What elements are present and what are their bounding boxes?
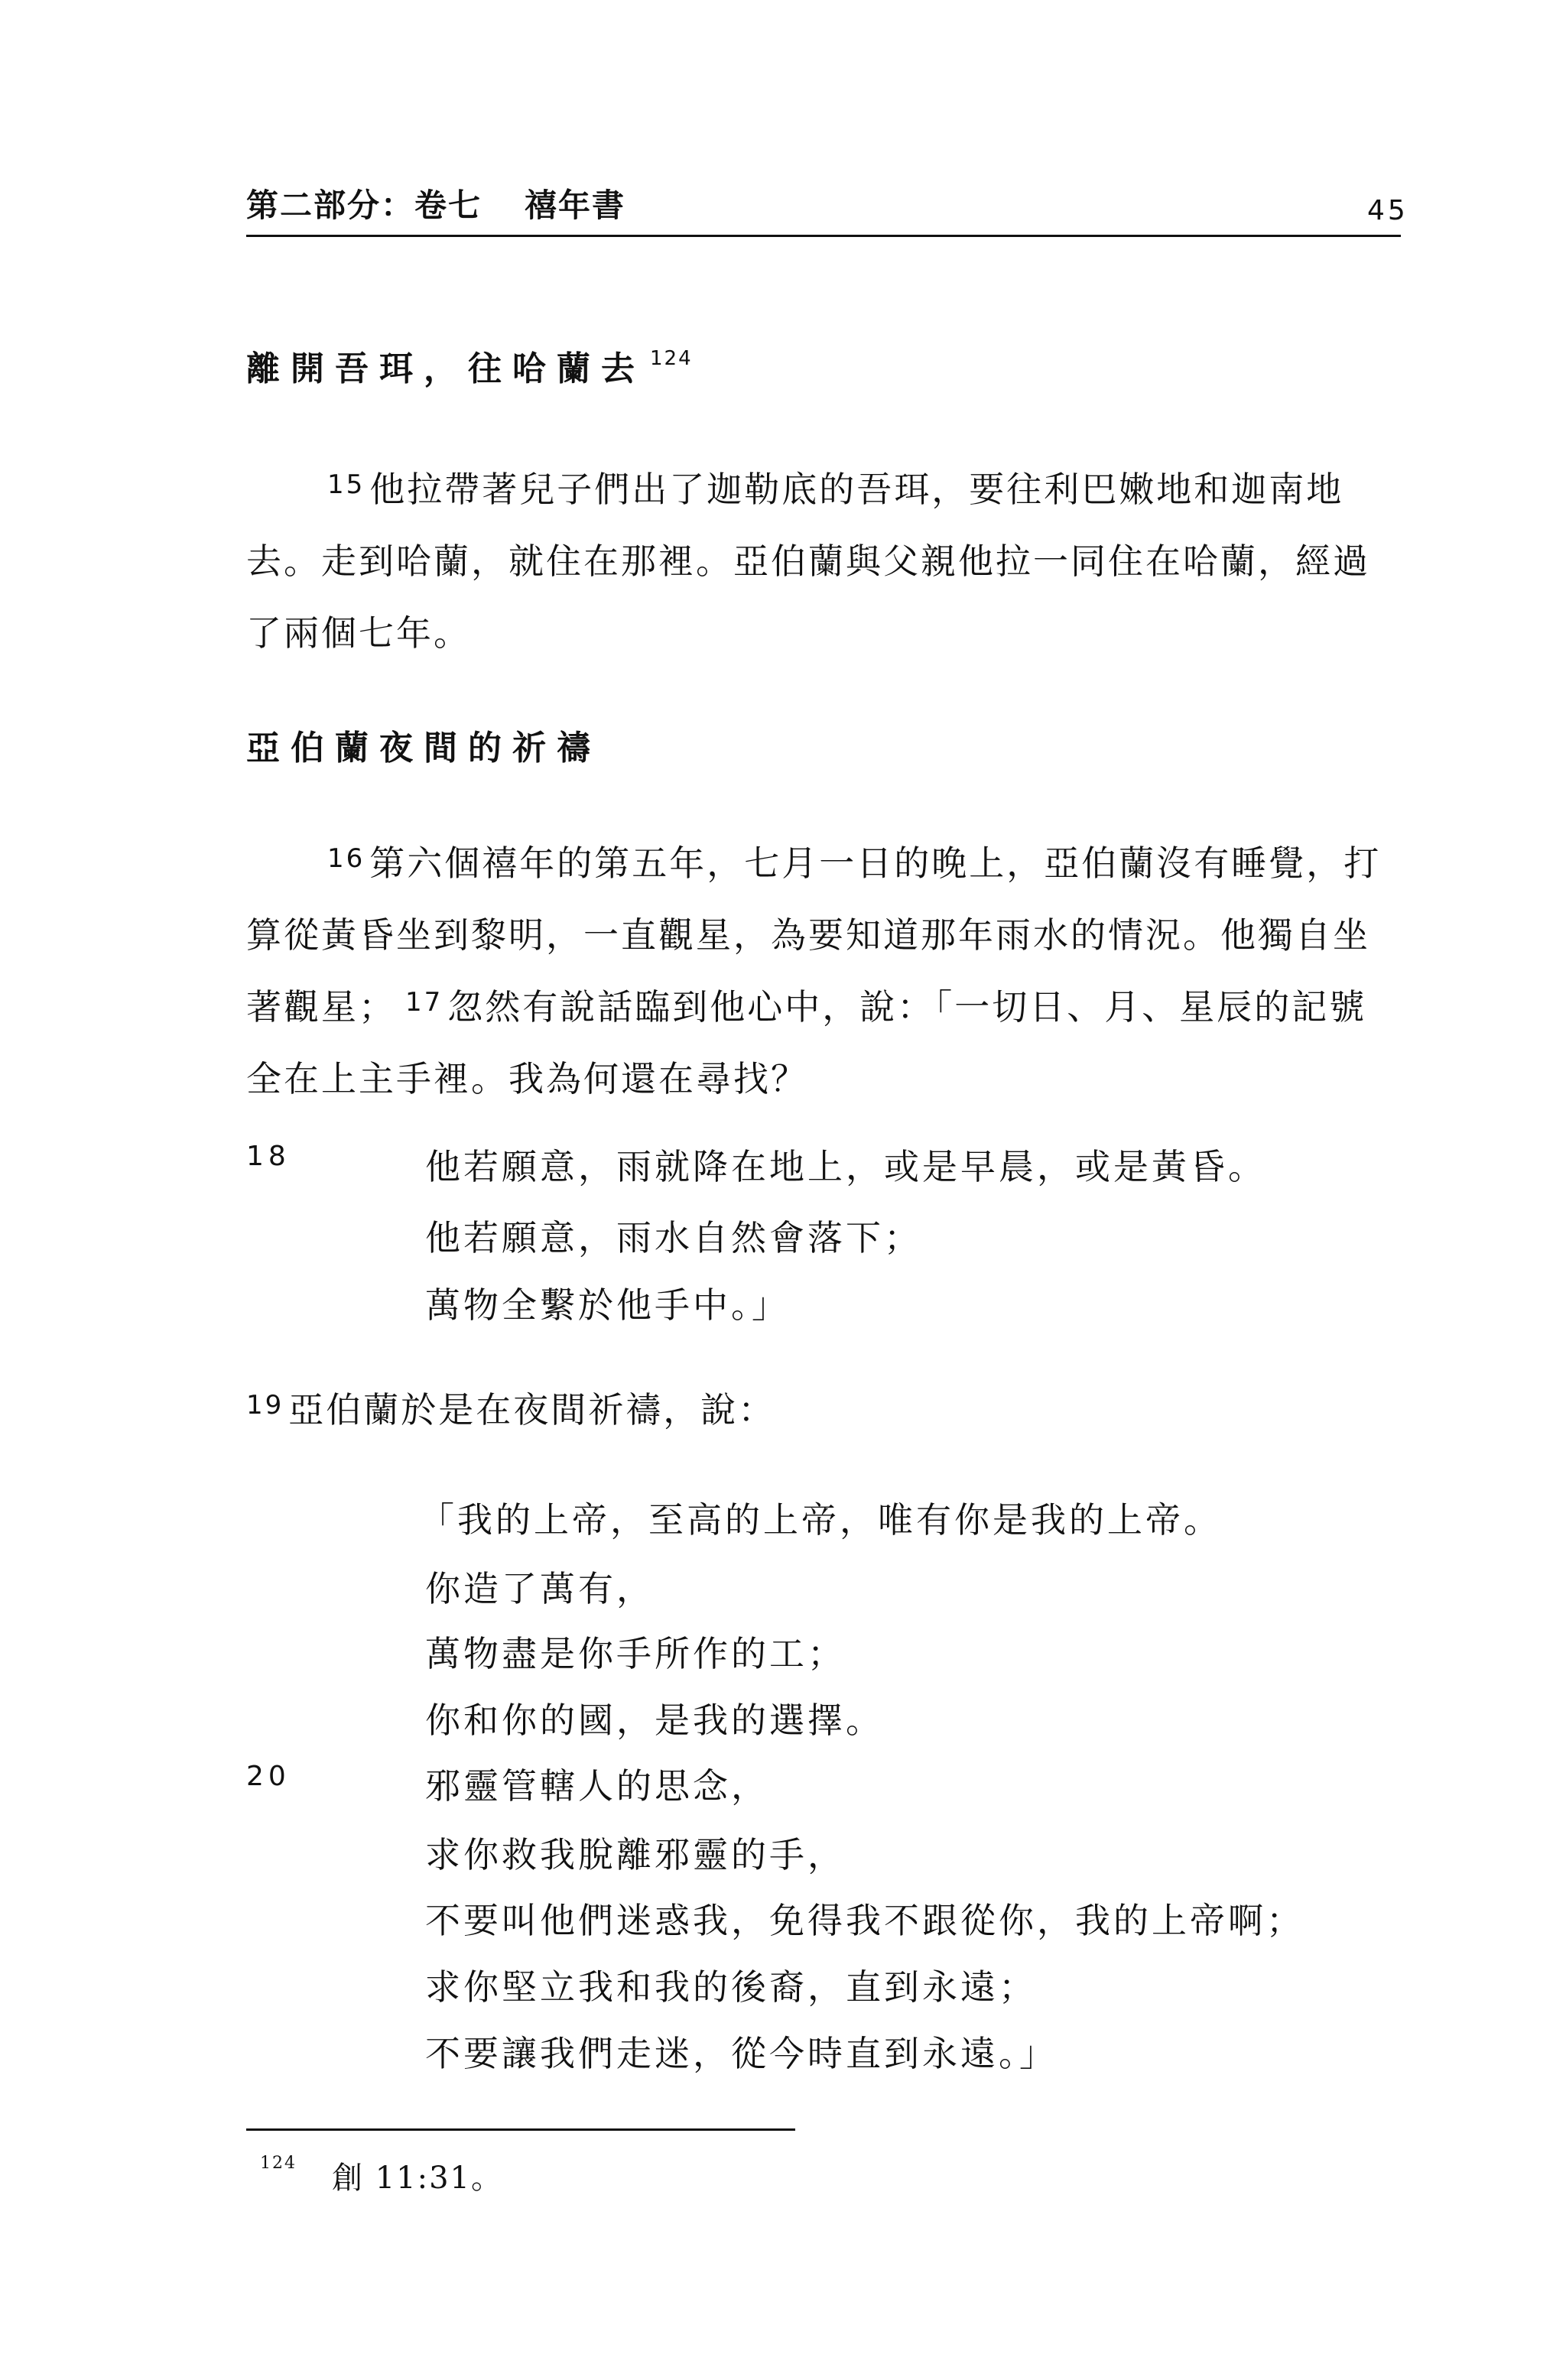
- poem-line: 萬物全繫於他手中。」: [425, 1284, 790, 1326]
- prayer-line: 不要讓我們走迷，從今時直到永遠。」: [425, 2033, 1058, 2074]
- section-heading-leaving-ur: [246, 341, 693, 390]
- prayer-line: 「我的上帝，至高的上帝，唯有你是我的上帝。: [419, 1499, 1222, 1541]
- verse-15-paragraph: [246, 453, 1402, 669]
- verse-19-paragraph: [246, 1374, 1402, 1446]
- verse-number-17: 17: [405, 987, 443, 1018]
- verse-text: 第六個禧年的第五年，七月一日的晚上，亞伯蘭沒有睡覺，打算從黃昏坐到黎明，一直觀星，為要知道那年雨水的情況。他獨自坐著觀星；: [246, 843, 1382, 1028]
- running-header: [246, 180, 625, 226]
- footnote-text: 創 11:31。: [332, 2161, 503, 2196]
- prayer-line: 你造了萬有，: [425, 1568, 655, 1609]
- header-section: 第二部分：卷七: [246, 187, 482, 224]
- poem-line: 他若願意，雨水自然會落下；: [425, 1217, 922, 1258]
- page-number: 45: [1367, 195, 1408, 226]
- verse-16-paragraph: [246, 827, 1402, 1115]
- prayer-line: 你和你的國，是我的選擇。: [425, 1700, 884, 1741]
- header-rule: [246, 235, 1401, 237]
- prayer-line: 萬物盡是你手所作的工；: [425, 1633, 846, 1674]
- verse-number: 16: [327, 843, 366, 874]
- prayer-line: 不要叫他們迷惑我，免得我不跟從你，我的上帝啊；: [425, 1900, 1304, 1941]
- verse-number-20: 20: [246, 1761, 291, 1792]
- verse-text: 他拉帶著兒子們出了迦勒底的吾珥，要往利巴嫩地和迦南地去。走到哈蘭，就住在那裡。亞伯蘭與父親他拉一同住在哈蘭，經過了兩個七年。: [246, 469, 1370, 654]
- section-heading-text: 離開吾珥，往哈蘭去: [246, 349, 645, 388]
- footnote-rule: [246, 2128, 795, 2131]
- prayer-line: 求你堅立我和我的後裔，直到永遠；: [425, 1966, 1037, 2008]
- section-heading-text: 亞伯蘭夜間的祈禱: [246, 729, 601, 768]
- footnote-mark: 124: [260, 2154, 297, 2173]
- prayer-line: 邪靈管轄人的思念，: [425, 1765, 769, 1807]
- section-heading-night-prayer: [246, 720, 601, 769]
- footnote-reference[interactable]: 124: [650, 347, 693, 370]
- prayer-line: 求你救我脫離邪靈的手，: [425, 1834, 846, 1875]
- poem-line: 他若願意，雨就降在地上，或是早晨，或是黃昏。: [425, 1146, 1266, 1187]
- verse-number-18: 18: [246, 1141, 291, 1172]
- verse-number: 19: [246, 1390, 284, 1421]
- header-book-title: 禧年書: [525, 187, 626, 224]
- verse-text-17: 忽然有說話臨到他心中，說：「一切日、月、星辰的記號全在上主手裡。我為何還在尋找？: [246, 986, 1367, 1099]
- verse-text: 亞伯蘭於是在夜間祈禱，說：: [288, 1389, 776, 1430]
- footnote: [260, 2154, 503, 2197]
- verse-number: 15: [327, 469, 366, 500]
